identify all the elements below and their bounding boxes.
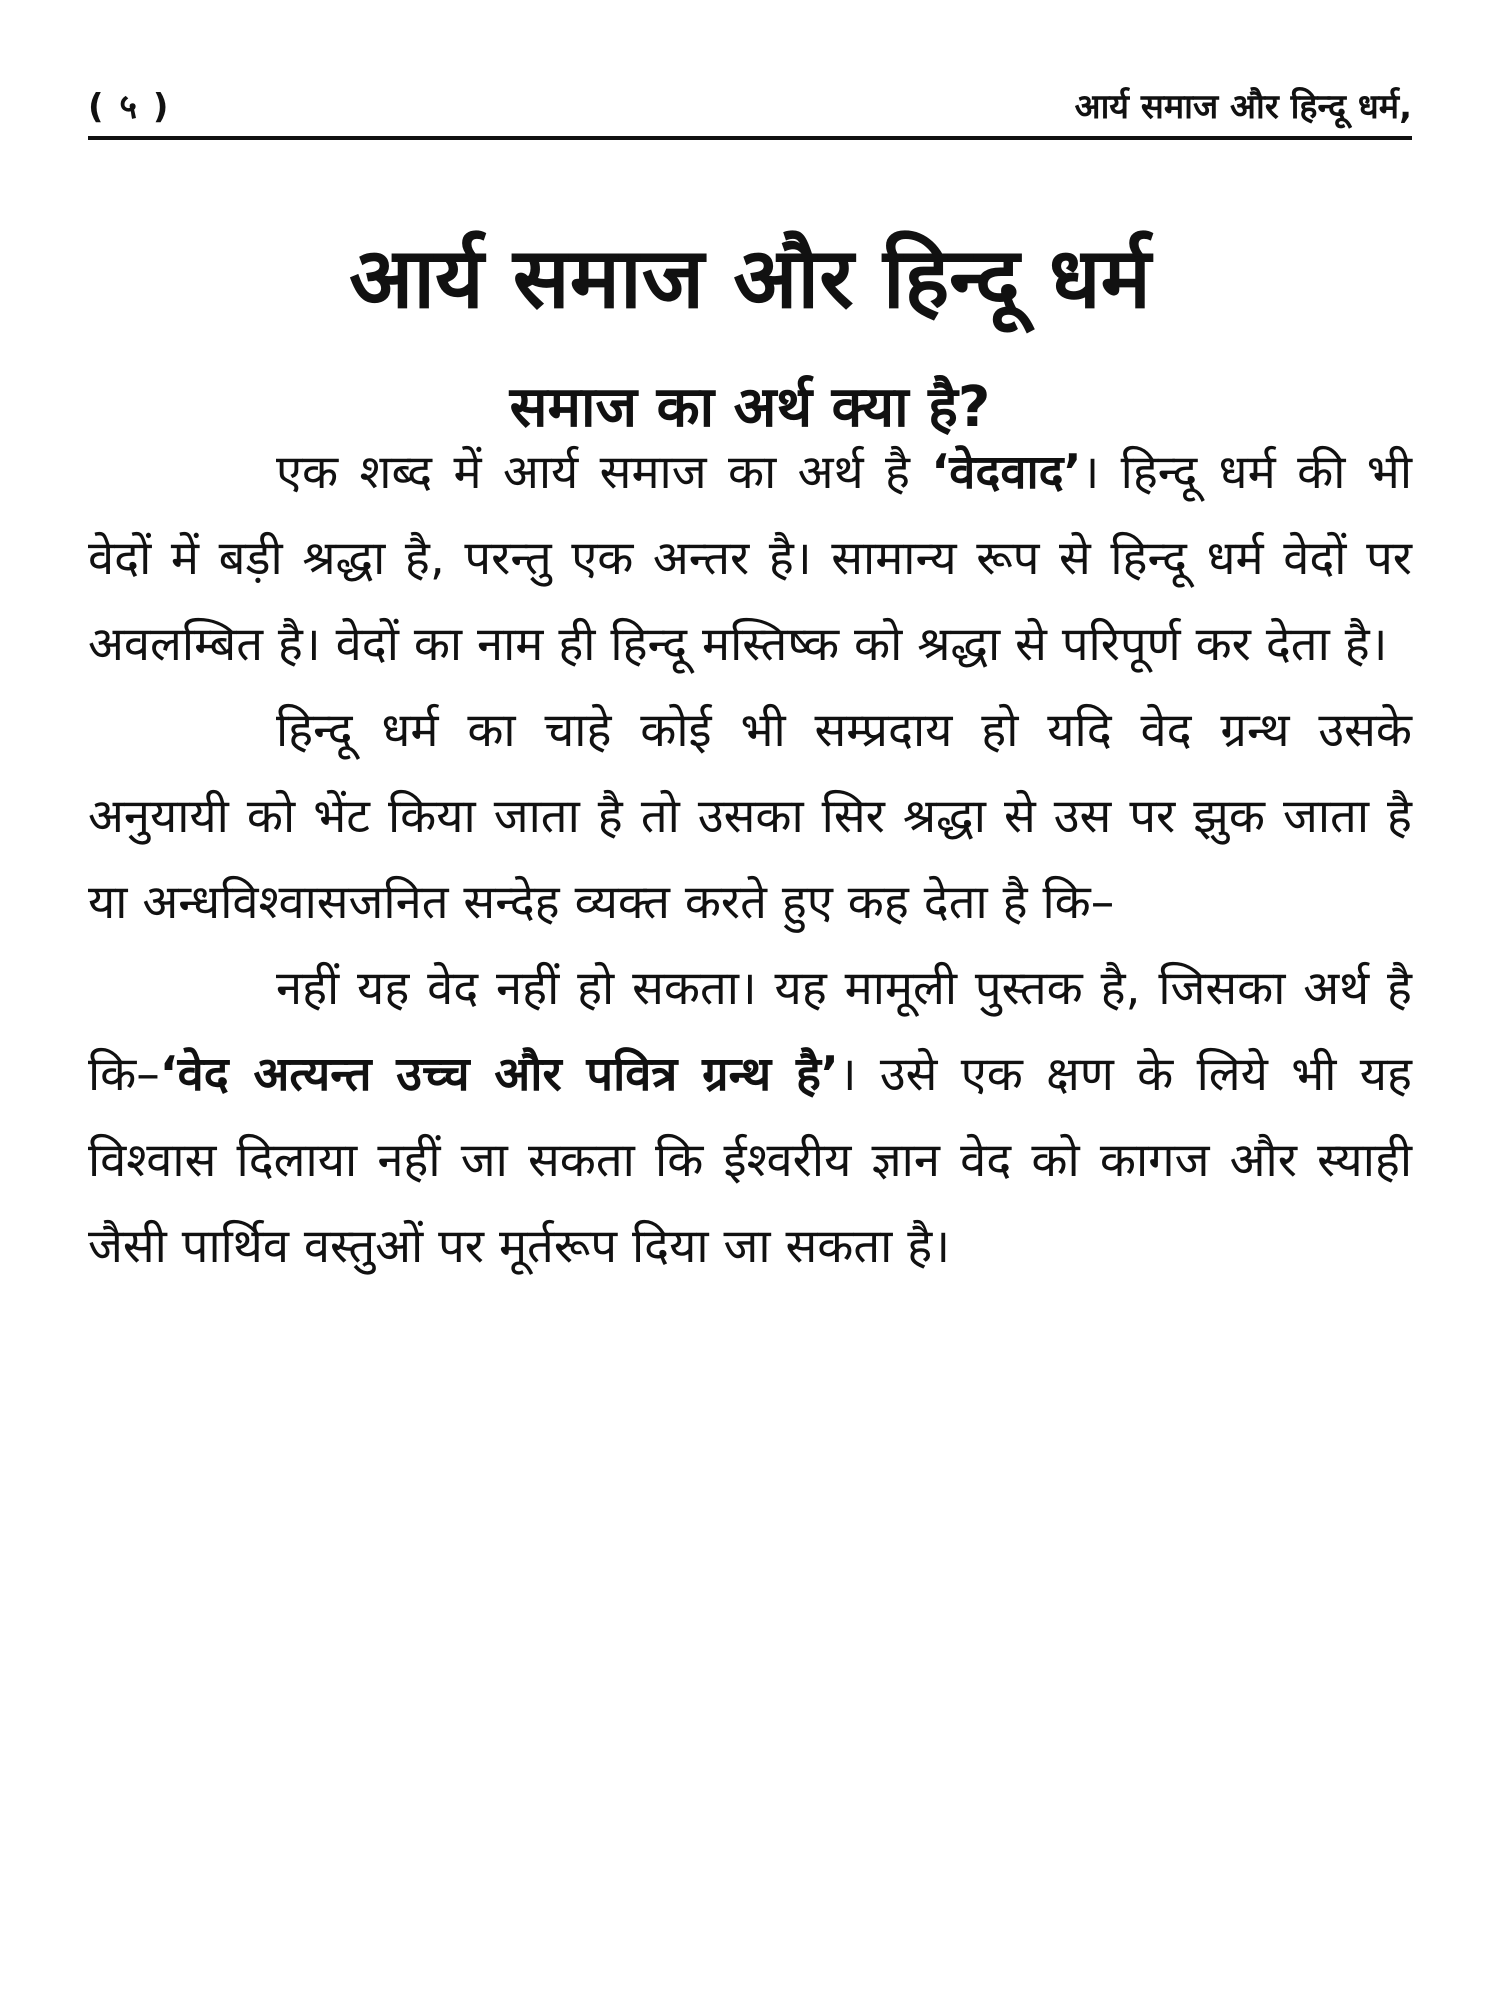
paragraph-3-text-a: नहीं यह वेद नहीं हो सकता। यह मामूली पुस्तक है, जिसका अर्थ है कि–	[88, 961, 1412, 1102]
chapter-title: आर्य समाज और हिन्दू धर्म	[349, 229, 1151, 328]
paragraph-2: हिन्दू धर्म का चाहे कोई भी सम्प्रदाय हो यदि वेद ग्रन्थ उसके अनुयायी को भेंट किया जाता है तो उसका सिर श्रद्धा से उस पर झुक जाता है या अन्धविश्वासजनित सन्देह व्यक्त करते हुए कह देता है कि–	[88, 703, 1412, 930]
page-number: ( ५ )	[88, 87, 171, 127]
paragraph-3-emphasis: ‘वेद अत्यन्त उच्च और पवित्र ग्रन्थ है’	[159, 1047, 839, 1102]
running-header	[88, 72, 1412, 128]
paragraph-1	[88, 430, 1412, 688]
running-title: आर्य समाज और हिन्दू धर्म,	[1074, 87, 1412, 127]
header-rule	[88, 136, 1412, 140]
section-heading: समाज का अर्थ क्या है?	[509, 375, 991, 441]
paragraph-1-emphasis: ‘वेदवाद’	[931, 445, 1082, 500]
paragraph-3-text-b: । उसे एक क्षण के लिये भी यह विश्वास दिलाया नहीं जा सकता कि ईश्वरीय ज्ञान वेद को कागज और स्याही जैसी पार्थिव वस्तुओं पर मूर्तरूप दिया जा सकता है।	[88, 1047, 1412, 1274]
body-text	[88, 430, 1412, 1290]
paragraph-1-text-b: । हिन्दू धर्म की भी वेदों में बड़ी श्रद्धा है, परन्तु एक अन्तर है। सामान्य रूप से हिन्दू धर्म वेदों पर अवलम्बित है। वेदों का नाम ही हिन्दू मस्तिष्क को श्रद्धा से परिपूर्ण कर देता है।	[88, 445, 1412, 672]
paragraph-3	[88, 946, 1412, 1290]
paragraph-1-text-a: एक शब्द में आर्य समाज का अर्थ है	[276, 445, 932, 500]
